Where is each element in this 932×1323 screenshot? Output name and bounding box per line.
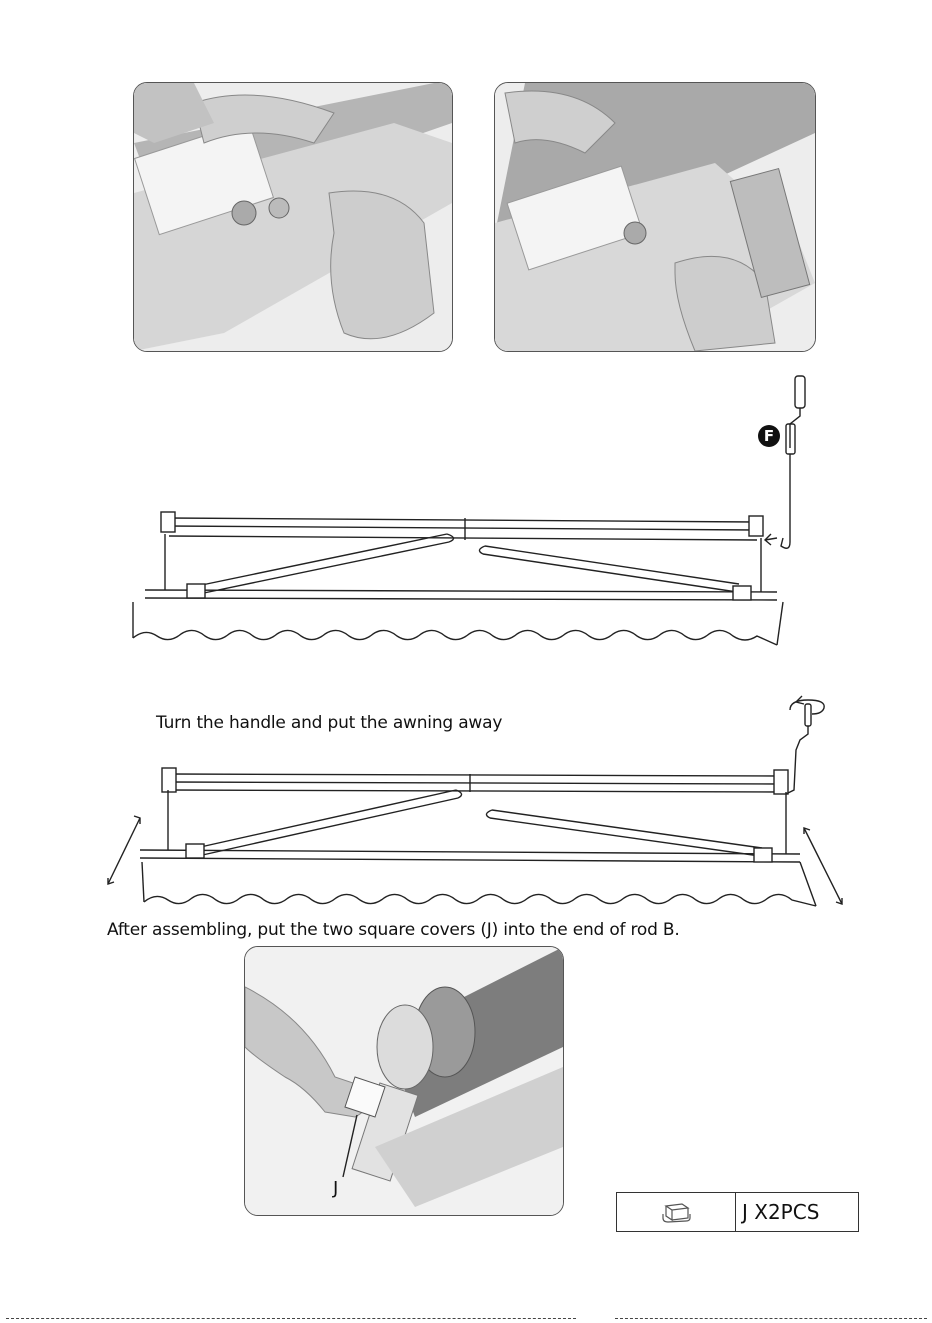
parts-table-icon-cell: [617, 1193, 736, 1231]
footer-divider-right: [615, 1318, 927, 1319]
step-turn-handle-text: Turn the handle and put the awning away: [156, 713, 503, 733]
parts-table-label: J X2PCS: [742, 1200, 820, 1224]
square-cover-icon: [660, 1200, 692, 1224]
part-j-label: J: [333, 1178, 339, 1199]
footer-divider-left: [6, 1318, 576, 1319]
photo-fabric-fixing-right: [494, 82, 816, 352]
photo-fabric-fixing-left: [133, 82, 453, 352]
parts-table: [616, 1192, 859, 1232]
awning-diagram-extended: [125, 370, 815, 650]
photo-square-cover-j: [244, 946, 564, 1216]
part-f-badge: F: [758, 425, 780, 447]
awning-diagram-retract: [100, 690, 860, 915]
step-square-covers-text: After assembling, put the two square covers (J) into the end of rod B.: [107, 920, 680, 940]
